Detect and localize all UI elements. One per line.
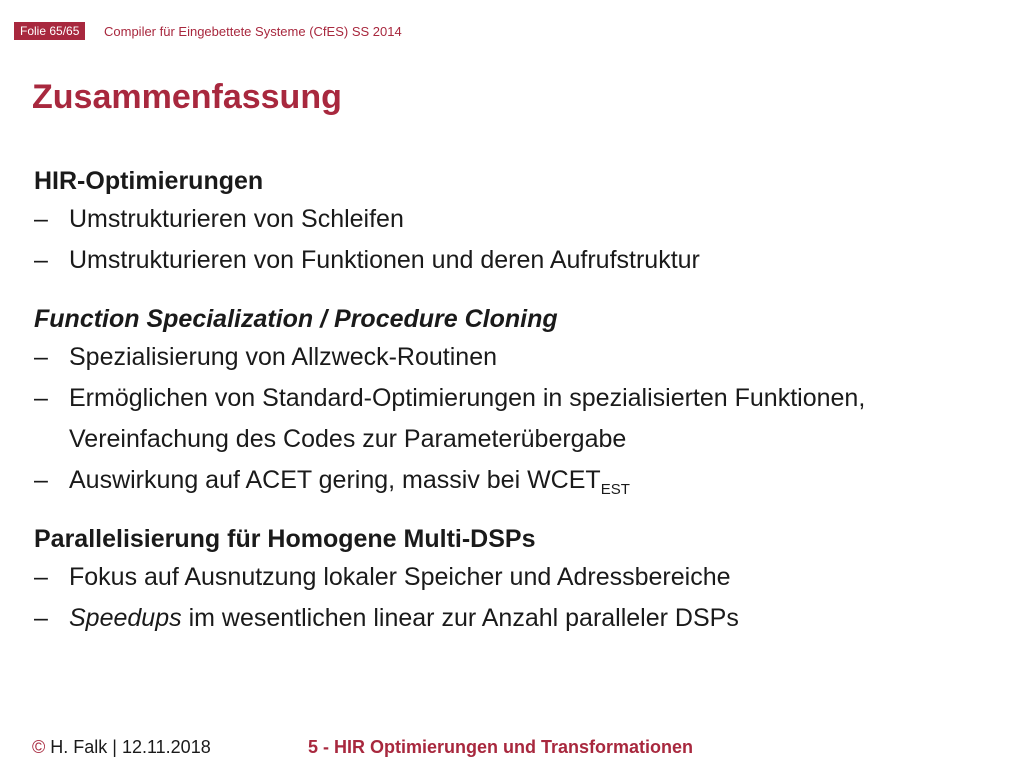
bullet-text: Ermöglichen von Standard-Optimierungen in spezialisierten Funktionen, <box>69 384 866 412</box>
bullet-dash: – <box>34 343 48 371</box>
author-date: H. Falk | 12.11.2018 <box>50 737 211 757</box>
slide-title: Zusammenfassung <box>32 78 342 116</box>
bullet-text <box>69 460 1004 501</box>
bullet-text: Vereinfachung des Codes zur Parameterübergabe <box>69 425 627 453</box>
bullet-text-main: Auswirkung auf ACET gering, massiv bei WCET <box>69 466 601 494</box>
emphasis-speedups: Speedups <box>69 604 182 632</box>
bullet-item <box>34 460 1004 501</box>
section-parallelisierung <box>34 521 1004 639</box>
section-heading: HIR-Optimierungen <box>34 167 264 195</box>
bullet-indent <box>34 419 69 460</box>
bullet-text: Spezialisierung von Allzweck-Routinen <box>69 343 498 371</box>
bullet-dash: – <box>34 246 48 274</box>
bullet-text-rest: im wesentlichen linear zur Anzahl paralleler DSPs <box>188 604 739 632</box>
footer-author <box>32 736 211 758</box>
bullet-item <box>34 598 1004 639</box>
bullet-text: Fokus auf Ausnutzung lokaler Speicher und Adressbereiche <box>69 563 731 591</box>
section-heading: Function Specialization / Procedure Cloning <box>34 305 558 333</box>
slide-content <box>34 163 1004 659</box>
bullet-dash: – <box>34 205 48 233</box>
bullet-item <box>34 378 1004 419</box>
bullet-item <box>34 557 1004 598</box>
bullet-text <box>69 598 1004 639</box>
section-hir-optimierungen <box>34 163 1004 281</box>
course-title: Compiler für Eingebettete Systeme (CfES) SS 2014 <box>104 24 402 39</box>
bullet-dash: – <box>34 384 48 412</box>
footer-chapter: 5 - HIR Optimierungen und Transformationen <box>308 737 694 757</box>
bullet-continuation <box>34 419 1004 460</box>
bullet-text: Umstrukturieren von Funktionen und deren Aufrufstruktur <box>69 246 700 274</box>
section-heading: Parallelisierung für Homogene Multi-DSPs <box>34 525 536 553</box>
slide-number-badge: Folie 65/65 <box>14 22 85 40</box>
copyright-symbol: © <box>32 737 46 757</box>
bullet-item <box>34 337 1004 378</box>
bullet-dash: – <box>34 563 48 591</box>
bullet-text: Umstrukturieren von Schleifen <box>69 205 404 233</box>
bullet-dash: – <box>34 466 48 494</box>
subscript-est: EST <box>600 481 630 498</box>
section-function-specialization <box>34 301 1004 501</box>
bullet-dash: – <box>34 604 48 632</box>
bullet-item <box>34 240 1004 281</box>
bullet-item <box>34 199 1004 240</box>
